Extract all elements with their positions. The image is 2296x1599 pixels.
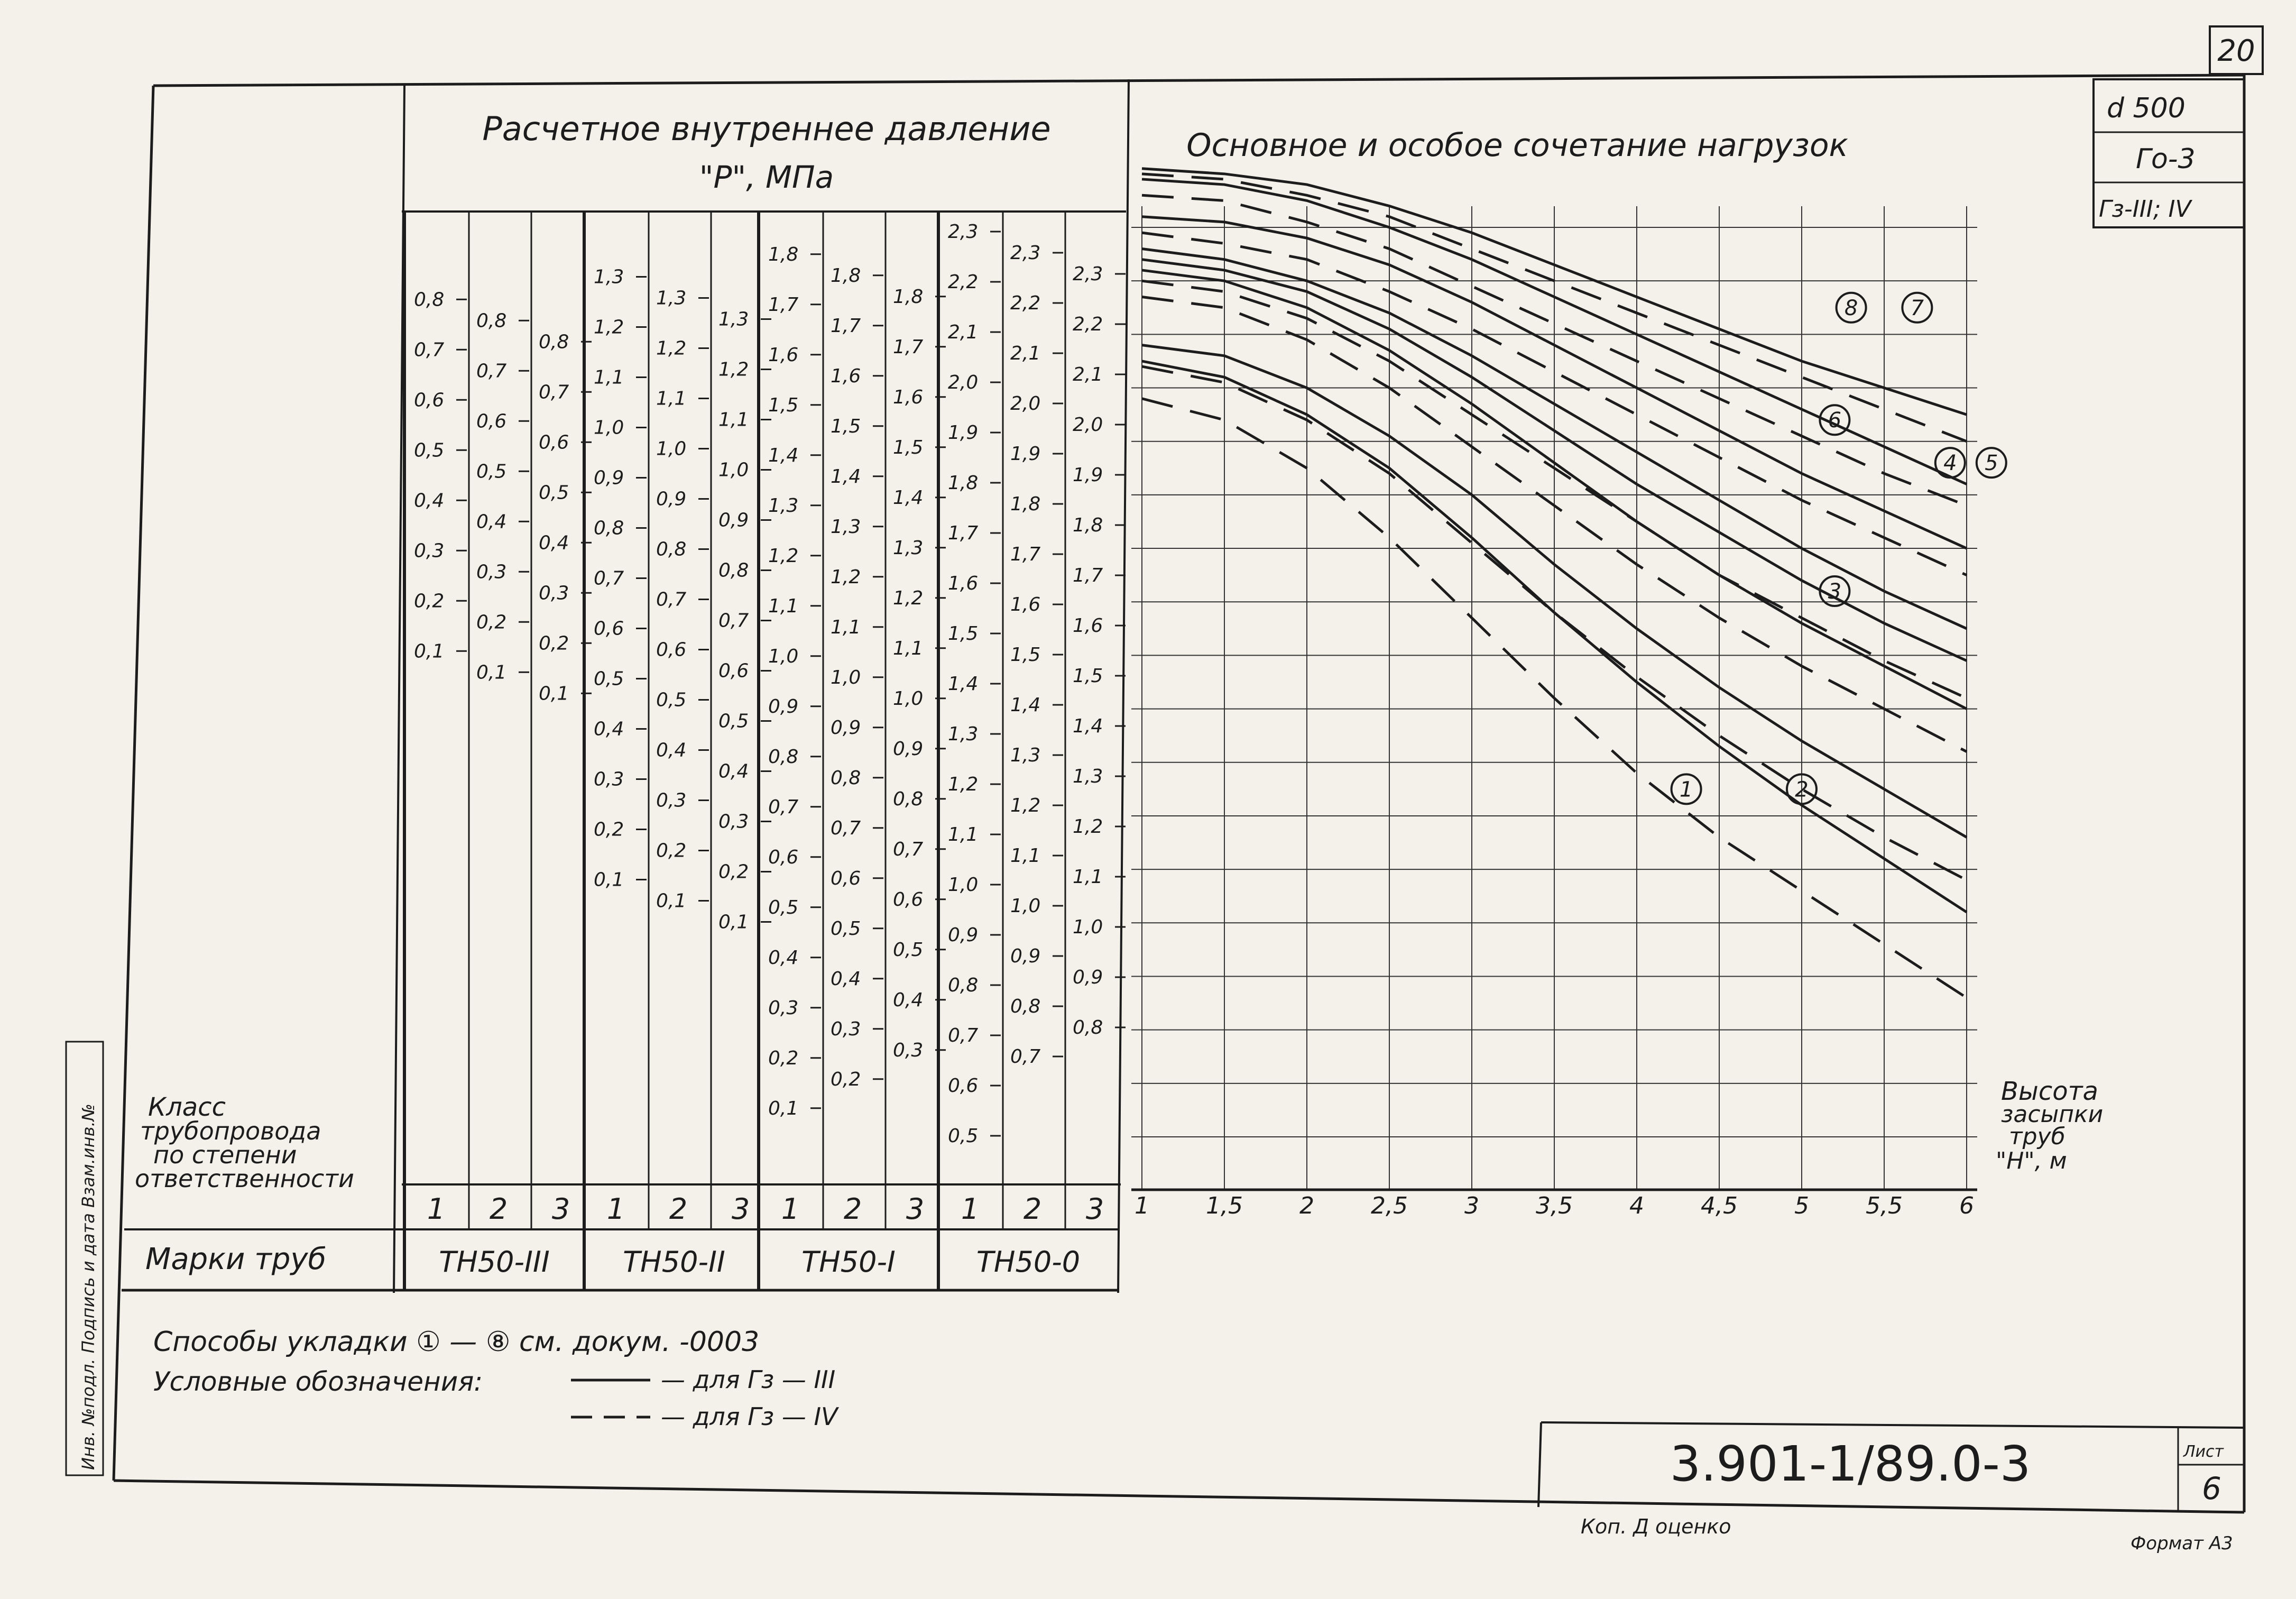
scale-tick-label: 0,6 <box>476 410 507 433</box>
class-number: 1 <box>427 1192 446 1226</box>
scale-tick-label: 0,8 <box>831 767 861 789</box>
scale-tick-label: 1,5 <box>1073 665 1103 687</box>
scale-tick-label: 0,5 <box>539 482 569 504</box>
class-label-line2: трубопровода <box>140 1117 321 1145</box>
scale-tick-label: 1,5 <box>948 623 979 645</box>
curve-label-text: 4 <box>1943 451 1957 476</box>
scale-tick-label: 1,7 <box>831 315 861 337</box>
scale-tick-label: 0,4 <box>414 490 445 512</box>
scale-tick-label: 1,2 <box>718 359 749 381</box>
class-number: 1 <box>961 1192 980 1226</box>
scale-tick-label: 1,2 <box>831 566 861 588</box>
scale-tick-label: 1,5 <box>768 394 799 416</box>
scale-tick-label: 1,7 <box>1073 565 1103 586</box>
scale-tick-label: 0,9 <box>948 924 979 946</box>
x-tick-label: 5,5 <box>1866 1192 1903 1219</box>
scale-tick-label: 1,4 <box>768 444 799 466</box>
scale-tick-label: 0,5 <box>414 439 445 462</box>
scale-tick-label: 1,7 <box>1010 544 1041 565</box>
scale-tick-label: 0,8 <box>656 538 687 560</box>
scale-tick-label: 0,1 <box>768 1097 799 1119</box>
legend-dashed-label: — для Гз — IV <box>661 1402 838 1431</box>
scale-tick-label: 0,2 <box>539 632 569 655</box>
curve-label-text: 8 <box>1844 296 1858 320</box>
scale-tick-label: 1,0 <box>768 645 799 667</box>
scale-tick-label: 0,7 <box>831 817 861 839</box>
scale-tick-label: 0,9 <box>1073 967 1103 988</box>
scale-tick-label: 1,2 <box>1010 795 1041 816</box>
class-label-line4: ответственности <box>135 1164 354 1193</box>
scale-tick-label: 1,2 <box>893 587 924 609</box>
scale-tick-label: 1,4 <box>831 465 861 488</box>
scale-tick-label: 0,2 <box>768 1047 799 1069</box>
scale-tick-label: 0,4 <box>831 968 861 990</box>
scale-tick-label: 1,0 <box>1010 895 1041 917</box>
scale-tick-label: 0,5 <box>718 710 749 732</box>
scale-tick-label: 1,1 <box>1073 866 1103 888</box>
scale-tick-label: 1,6 <box>831 365 861 387</box>
axis-label-line1: Высота <box>2001 1077 2098 1106</box>
scale-tick-label: 1,0 <box>594 417 624 439</box>
scale-tick-label: 1,0 <box>948 874 979 896</box>
page-number: 20 <box>2217 34 2255 68</box>
pipe-mark-label: ТН50-II <box>623 1245 725 1279</box>
scale-tick-label: 1,0 <box>831 666 861 688</box>
format-label: Формат А3 <box>2131 1533 2233 1554</box>
scale-tick-label: 1,4 <box>893 486 924 509</box>
scale-tick-label: 2,0 <box>948 372 979 393</box>
x-tick-label: 3 <box>1464 1192 1479 1219</box>
scale-tick-label: 0,3 <box>831 1018 861 1040</box>
class-number: 1 <box>606 1192 625 1226</box>
scale-tick-label: 0,7 <box>539 381 569 403</box>
scale-tick-label: 0,8 <box>414 289 445 311</box>
scale-tick-label: 0,3 <box>476 561 507 583</box>
scale-tick-label: 1,7 <box>893 336 924 358</box>
scale-tick-label: 0,6 <box>718 660 749 682</box>
scale-tick-label: 1,0 <box>656 438 687 460</box>
scale-tick-label: 0,7 <box>893 838 924 860</box>
scale-tick-label: 0,9 <box>831 716 861 739</box>
curve-label-text: 5 <box>1985 451 1998 476</box>
scale-tick-label: 1,3 <box>768 494 799 517</box>
pipe-mark-label: ТН50-III <box>439 1245 550 1279</box>
scale-tick-label: 0,3 <box>718 811 749 833</box>
scale-tick-label: 2,1 <box>1073 364 1103 385</box>
class-number: 2 <box>1023 1192 1042 1226</box>
scale-tick-label: 0,8 <box>594 517 624 539</box>
class-number: 3 <box>1085 1192 1104 1226</box>
scale-tick-label: 0,9 <box>1010 945 1041 967</box>
scale-tick-label: 1,5 <box>1010 644 1041 666</box>
scale-tick-label: 2,1 <box>1010 343 1041 364</box>
scale-tick-label: 1,5 <box>831 415 861 437</box>
marks-label: Марки труб <box>145 1242 327 1276</box>
doc-number: 3.901-1/89.0-3 <box>1670 1436 2031 1492</box>
scale-tick-label: 1,8 <box>768 243 799 265</box>
scale-tick-label: 0,9 <box>718 509 749 531</box>
scale-tick-label: 0,8 <box>718 559 749 582</box>
scale-tick-label: 2,2 <box>1073 314 1103 335</box>
scale-tick-label: 1,0 <box>718 459 749 481</box>
scale-tick-label: 2,0 <box>1010 393 1041 415</box>
scale-tick-label: 0,5 <box>656 689 687 711</box>
scale-tick-label: 1,8 <box>948 472 979 494</box>
scale-tick-label: 1,9 <box>1010 443 1041 465</box>
pipe-mark-label: ТН50-I <box>801 1245 896 1279</box>
scale-tick-label: 1,6 <box>1073 615 1103 637</box>
scale-tick-label: 0,1 <box>594 869 624 891</box>
scale-tick-label: 1,8 <box>1073 514 1103 536</box>
curve-label-text: 1 <box>1679 777 1693 802</box>
scale-tick-label: 0,2 <box>476 611 507 633</box>
scale-tick-label: 0,8 <box>1010 996 1041 1017</box>
scale-tick-label: 1,5 <box>893 436 924 458</box>
axis-label-line3: труб <box>2009 1123 2066 1150</box>
scale-tick-label: 0,2 <box>414 590 445 612</box>
scale-tick-label: 0,6 <box>594 618 624 640</box>
scale-tick-label: 0,6 <box>948 1075 979 1097</box>
scale-tick-label: 1,6 <box>948 573 979 594</box>
copied-by: Коп. Д оценко <box>1581 1515 1731 1538</box>
scale-tick-label: 0,7 <box>594 567 624 590</box>
scale-tick-label: 1,1 <box>831 616 861 638</box>
axis-label-line2: засыпки <box>2001 1101 2104 1128</box>
scale-tick-label: 0,8 <box>1073 1017 1103 1039</box>
corner-soil: Го-3 <box>2136 143 2196 175</box>
scale-tick-label: 1,8 <box>893 286 924 308</box>
curve-label-text: 2 <box>1795 777 1809 802</box>
scale-tick-label: 0,1 <box>718 911 749 933</box>
pressure-header-line1: Расчетное внутреннее давление <box>482 109 1051 148</box>
scale-tick-label: 0,6 <box>656 639 687 661</box>
scale-tick-label: 0,2 <box>718 861 749 883</box>
scale-tick-label: 1,6 <box>893 386 924 408</box>
scale-tick-label: 0,2 <box>594 819 624 841</box>
scale-tick-label: 1,3 <box>831 516 861 538</box>
corner-diameter: d 500 <box>2107 93 2186 124</box>
class-number: 1 <box>781 1192 800 1226</box>
scale-tick-label: 0,5 <box>948 1125 979 1147</box>
scale-tick-label: 1,3 <box>948 723 979 745</box>
scale-tick-label: 1,2 <box>594 316 624 338</box>
scale-tick-label: 0,6 <box>414 389 445 411</box>
scale-tick-label: 0,1 <box>656 890 687 912</box>
class-number: 2 <box>843 1192 862 1226</box>
scale-tick-label: 2,3 <box>1073 263 1103 285</box>
scale-tick-label: 1,1 <box>768 595 799 617</box>
class-number: 2 <box>489 1192 508 1226</box>
methods-note: Способы укладки ① — ⑧ см. докум. -0003 <box>153 1326 760 1358</box>
side-stamp-text: Инв. №подл. Подпись и дата Взам.инв.№ <box>78 1104 98 1470</box>
scale-tick-label: 1,4 <box>948 673 979 695</box>
scale-tick-label: 0,9 <box>594 467 624 489</box>
scale-tick-label: 1,9 <box>1073 464 1103 486</box>
scale-tick-label: 0,4 <box>718 760 749 783</box>
scale-tick-label: 1,4 <box>1010 694 1041 716</box>
scale-tick-label: 2,2 <box>1010 292 1041 314</box>
scale-tick-label: 0,4 <box>539 532 569 554</box>
curve-label-text: 7 <box>1910 296 1924 320</box>
sheet-label: Лист <box>2183 1442 2224 1461</box>
scale-tick-label: 0,4 <box>476 511 507 533</box>
pipe-mark-label: ТН50-0 <box>976 1245 1081 1279</box>
scale-tick-label: 1,3 <box>718 308 749 330</box>
scale-tick-label: 0,3 <box>594 768 624 791</box>
x-tick-label: 2 <box>1299 1192 1314 1219</box>
scale-tick-label: 0,5 <box>594 668 624 690</box>
scale-tick-label: 0,8 <box>476 310 507 332</box>
axis-label-line4: "H", м <box>1996 1147 2067 1174</box>
curve-label-text: 3 <box>1828 580 1842 604</box>
scale-tick-label: 1,1 <box>893 637 924 659</box>
scale-tick-label: 1,0 <box>1073 916 1103 938</box>
scale-tick-label: 1,6 <box>1010 594 1041 615</box>
corner-load: Гз-III; IV <box>2099 196 2191 223</box>
scale-tick-label: 0,5 <box>476 461 507 483</box>
legend-title: Условные обозначения: <box>153 1366 483 1397</box>
scale-tick-label: 0,9 <box>656 488 687 510</box>
scale-tick-label: 1,4 <box>1073 715 1103 737</box>
scale-tick-label: 0,6 <box>768 846 799 868</box>
chart-title: Основное и особое сочетание нагрузок <box>1186 127 1848 164</box>
scale-tick-label: 0,2 <box>831 1068 861 1090</box>
scale-tick-label: 0,8 <box>768 746 799 768</box>
scale-tick-label: 2,0 <box>1073 414 1103 436</box>
scale-tick-label: 1,1 <box>1010 845 1041 867</box>
scale-tick-label: 1,2 <box>948 774 979 795</box>
scale-tick-label: 0,3 <box>539 582 569 604</box>
scale-tick-label: 0,3 <box>893 1039 924 1061</box>
scale-tick-label: 1,2 <box>656 337 687 360</box>
class-number: 2 <box>669 1192 688 1226</box>
scale-tick-label: 0,5 <box>831 917 861 940</box>
scale-tick-label: 0,3 <box>414 540 445 562</box>
scale-tick-label: 0,3 <box>768 997 799 1019</box>
scale-tick-label: 1,8 <box>1010 493 1041 515</box>
scale-tick-label: 0,9 <box>768 695 799 718</box>
scale-tick-label: 2,1 <box>948 321 979 343</box>
scale-tick-label: 0,1 <box>539 683 569 705</box>
scale-tick-label: 0,7 <box>768 796 799 818</box>
x-tick-label: 1 <box>1135 1192 1149 1219</box>
scale-tick-label: 1,3 <box>893 537 924 559</box>
scale-tick-label: 0,1 <box>476 661 507 684</box>
scale-tick-label: 0,7 <box>414 339 445 361</box>
scale-tick-label: 0,7 <box>1010 1046 1041 1068</box>
scale-tick-label: 0,4 <box>594 718 624 740</box>
curve-label-text: 6 <box>1828 408 1842 433</box>
scale-tick-label: 1,3 <box>1010 745 1041 766</box>
scale-tick-label: 0,3 <box>656 789 687 812</box>
scale-tick-label: 0,6 <box>539 431 569 454</box>
scale-tick-label: 1,6 <box>768 344 799 366</box>
class-number: 3 <box>731 1192 750 1226</box>
scale-tick-label: 1,1 <box>718 409 749 431</box>
scale-tick-label: 1,7 <box>948 522 979 544</box>
legend-solid-label: — для Гз — III <box>661 1365 836 1394</box>
x-tick-label: 4 <box>1629 1192 1644 1219</box>
scale-tick-label: 2,2 <box>948 271 979 293</box>
scale-tick-label: 1,3 <box>594 266 624 288</box>
class-label-line3: по степени <box>153 1141 297 1169</box>
scale-tick-label: 0,6 <box>893 888 924 911</box>
scale-tick-label: 0,4 <box>768 946 799 969</box>
class-number: 3 <box>551 1192 570 1226</box>
class-number: 3 <box>906 1192 925 1226</box>
scale-tick-label: 0,6 <box>831 867 861 889</box>
scale-tick-label: 0,8 <box>948 975 979 996</box>
scale-tick-label: 1,0 <box>893 687 924 710</box>
scale-tick-label: 1,2 <box>1073 816 1103 838</box>
x-tick-label: 1,5 <box>1206 1192 1243 1219</box>
scale-tick-label: 0,9 <box>893 738 924 760</box>
scale-tick-label: 1,1 <box>656 388 687 410</box>
scale-tick-label: 2,3 <box>1010 242 1041 264</box>
scale-tick-label: 0,7 <box>656 589 687 611</box>
scale-tick-label: 0,5 <box>893 939 924 961</box>
x-tick-label: 4,5 <box>1701 1192 1738 1219</box>
scale-tick-label: 0,7 <box>476 360 507 382</box>
x-tick-label: 2,5 <box>1371 1192 1408 1219</box>
scale-tick-label: 0,4 <box>893 989 924 1011</box>
scale-tick-label: 1,1 <box>594 366 624 389</box>
scale-tick-label: 1,3 <box>1073 766 1103 787</box>
scale-tick-label: 1,2 <box>768 545 799 567</box>
scale-tick-label: 0,8 <box>893 788 924 810</box>
x-tick-label: 5 <box>1794 1192 1809 1219</box>
scale-tick-label: 0,1 <box>414 640 445 663</box>
x-tick-label: 6 <box>1959 1192 1974 1219</box>
scale-tick-label: 1,3 <box>656 287 687 309</box>
scale-tick-label: 1,8 <box>831 264 861 287</box>
scale-tick-label: 2,3 <box>948 221 979 243</box>
scale-tick-label: 0,7 <box>718 610 749 632</box>
scale-tick-label: 0,5 <box>768 896 799 918</box>
scale-tick-label: 0,7 <box>948 1025 979 1046</box>
scale-tick-label: 1,9 <box>948 422 979 444</box>
scale-tick-label: 1,1 <box>948 824 979 846</box>
scale-tick-label: 0,4 <box>656 739 687 761</box>
scale-tick-label: 1,7 <box>768 293 799 316</box>
sheet-number: 6 <box>2202 1471 2221 1506</box>
class-label-line1: Класс <box>148 1092 226 1122</box>
scale-tick-label: 0,2 <box>656 840 687 862</box>
x-tick-label: 3,5 <box>1536 1192 1573 1219</box>
pressure-header-line2: "P", МПа <box>699 159 834 195</box>
scale-tick-label: 0,8 <box>539 331 569 353</box>
